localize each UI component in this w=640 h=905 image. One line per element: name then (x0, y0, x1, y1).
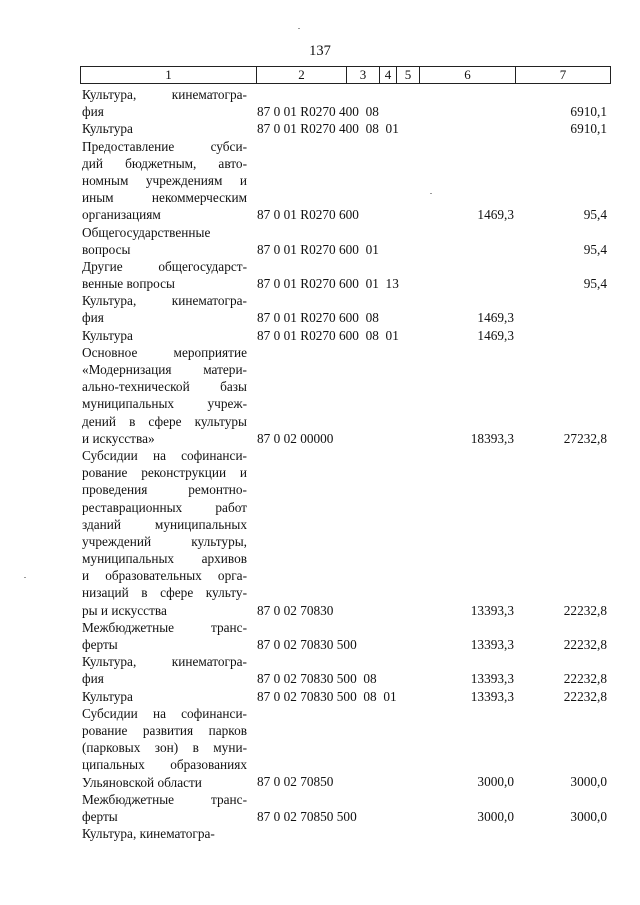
row-value-col6: 18393,3 (470, 430, 514, 446)
row-name-line: дий бюджетным, авто- (82, 155, 247, 171)
row-name-line: Субсидии на софинанси- (82, 447, 247, 463)
row-name-line: учреждений культуры, (82, 533, 247, 549)
row-value-col7: 22232,8 (563, 636, 607, 652)
row-name-line: Ульяновской области (82, 774, 202, 790)
table-row (0, 224, 640, 258)
row-name (82, 825, 247, 842)
row-value-col7: 22232,8 (563, 671, 607, 687)
row-name-line: ципальных образованиях (82, 757, 247, 773)
table-row (0, 791, 640, 825)
row-name-line: низаций в сфере культу- (82, 585, 247, 601)
row-value-col7: 22232,8 (563, 688, 607, 704)
row-name-line: Культура (82, 327, 133, 343)
row-name-line: зданий муниципальных (82, 516, 247, 532)
row-name-line: ально-технической базы (82, 379, 247, 395)
row-name-line: ферты (82, 808, 118, 824)
row-name-line: организациям (82, 207, 161, 223)
scan-speck (24, 577, 26, 578)
row-value-col6: 3000,0 (477, 808, 514, 824)
table-row (0, 138, 640, 224)
row-name (82, 86, 247, 120)
scan-speck (298, 28, 300, 29)
row-name (82, 327, 247, 344)
table-row (0, 344, 640, 447)
row-value-col7: 3000,0 (570, 774, 607, 790)
row-name-line: Межбюджетные транс- (82, 791, 247, 807)
row-name (82, 619, 247, 653)
row-code: 87 0 02 00000 (257, 430, 334, 446)
page-number: 137 (309, 43, 331, 59)
row-name-line: фия (82, 104, 104, 120)
table-row (0, 688, 640, 705)
header-col-1: 1 (81, 67, 257, 83)
row-value-col6: 1469,3 (477, 327, 514, 343)
table-row (0, 292, 640, 326)
row-name-line: вопросы (82, 241, 131, 257)
row-name-line: муниципальных учреж- (82, 396, 247, 412)
row-code: 87 0 02 70830 500 (257, 636, 357, 652)
row-name (82, 791, 247, 825)
table-row (0, 653, 640, 687)
row-code: 87 0 01 R0270 600 01 13 (257, 276, 399, 292)
row-value-col6: 13393,3 (470, 602, 514, 618)
row-name-line: венные вопросы (82, 276, 175, 292)
row-name (82, 653, 247, 687)
row-name-line: Культура, кинематогра- (82, 826, 215, 842)
row-name-line: Другие общегосударст- (82, 258, 247, 274)
row-name-line: реставрационных работ (82, 499, 247, 515)
header-col-6: 6 (420, 67, 516, 83)
row-code: 87 0 02 70830 (257, 602, 334, 618)
table-row (0, 86, 640, 120)
row-value-col7: 3000,0 (570, 808, 607, 824)
row-name-line: Культура (82, 121, 133, 137)
row-name-line: Межбюджетные транс- (82, 619, 247, 635)
row-name (82, 344, 247, 447)
row-name-line: Культура, кинематогра- (82, 87, 247, 102)
row-value-col7: 6910,1 (570, 121, 607, 137)
row-name (82, 224, 247, 258)
row-name-line: Предоставление субси- (82, 138, 247, 154)
scan-speck (430, 193, 432, 194)
row-name-line: муниципальных архивов (82, 551, 247, 567)
table-row (0, 619, 640, 653)
row-name-line: Культура, кинематогра- (82, 293, 247, 309)
row-code: 87 0 01 R0270 600 08 01 (257, 327, 399, 343)
table-body (0, 86, 640, 842)
row-name-line: Культура (82, 688, 133, 704)
row-value-col7: 22232,8 (563, 602, 607, 618)
row-value-col7: 27232,8 (563, 430, 607, 446)
row-value-col6: 3000,0 (477, 774, 514, 790)
row-name (82, 447, 247, 619)
row-name (82, 138, 247, 224)
row-value-col6: 13393,3 (470, 671, 514, 687)
header-col-7: 7 (559, 67, 567, 82)
row-name-line: (парковых зон) в муни- (82, 740, 247, 756)
row-value-col7: 95,4 (583, 241, 607, 257)
row-name (82, 292, 247, 326)
table-row (0, 825, 640, 842)
row-code: 87 0 01 R0270 400 08 (257, 104, 379, 120)
row-code: 87 0 02 70830 500 08 01 (257, 688, 397, 704)
row-name-line: и образовательных орга- (82, 568, 247, 584)
row-value-col6: 13393,3 (470, 688, 514, 704)
row-name (82, 705, 247, 791)
row-name-line: рование реконструкции и (82, 465, 247, 481)
row-code: 87 0 02 70850 500 (257, 808, 357, 824)
row-value-col6: 13393,3 (470, 636, 514, 652)
table-row (0, 258, 640, 292)
row-value-col7: 95,4 (583, 276, 607, 292)
row-name-line: Общегосударственные (82, 224, 211, 240)
row-name-line: Основное мероприятие (82, 344, 247, 360)
row-name (82, 688, 247, 705)
row-code: 87 0 01 R0270 600 08 (257, 310, 379, 326)
row-name-line: проведения ремонтно- (82, 482, 247, 498)
table-row (0, 447, 640, 619)
row-value-col7: 6910,1 (570, 104, 607, 120)
header-col-4: 4 (380, 67, 397, 83)
table-header (80, 66, 611, 84)
row-name-line: и искусства» (82, 430, 155, 446)
row-name (82, 258, 247, 292)
row-value-col6: 1469,3 (477, 310, 514, 326)
row-name (82, 120, 247, 137)
row-name-line: фия (82, 310, 104, 326)
row-name-line: рование развития парков (82, 722, 247, 738)
row-value-col7: 95,4 (583, 207, 607, 223)
row-name-line: ферты (82, 637, 118, 652)
row-name-line: дений в сфере культуры (82, 413, 247, 429)
row-name-line: Субсидии на софинанси- (82, 705, 247, 721)
row-code: 87 0 02 70830 500 08 (257, 671, 377, 687)
row-name-line: «Модернизация матери- (82, 362, 247, 377)
row-code: 87 0 01 R0270 600 01 (257, 241, 379, 257)
row-code: 87 0 01 R0270 600 (257, 207, 359, 223)
table-row (0, 120, 640, 137)
row-value-col6: 1469,3 (477, 207, 514, 223)
row-name-line: Культура, кинематогра- (82, 654, 247, 670)
row-name-line: номным учреждениям и (82, 172, 247, 188)
header-col-3: 3 (347, 67, 380, 83)
table-row (0, 705, 640, 791)
header-col-2: 2 (257, 67, 347, 83)
table-row (0, 327, 640, 344)
row-name-line: ры и искусства (82, 602, 167, 618)
row-code: 87 0 02 70850 (257, 774, 334, 790)
row-name-line: иным некоммерческим (82, 190, 247, 206)
row-code: 87 0 01 R0270 400 08 01 (257, 121, 399, 137)
header-col-5: 5 (397, 67, 420, 83)
row-name-line: фия (82, 671, 104, 687)
